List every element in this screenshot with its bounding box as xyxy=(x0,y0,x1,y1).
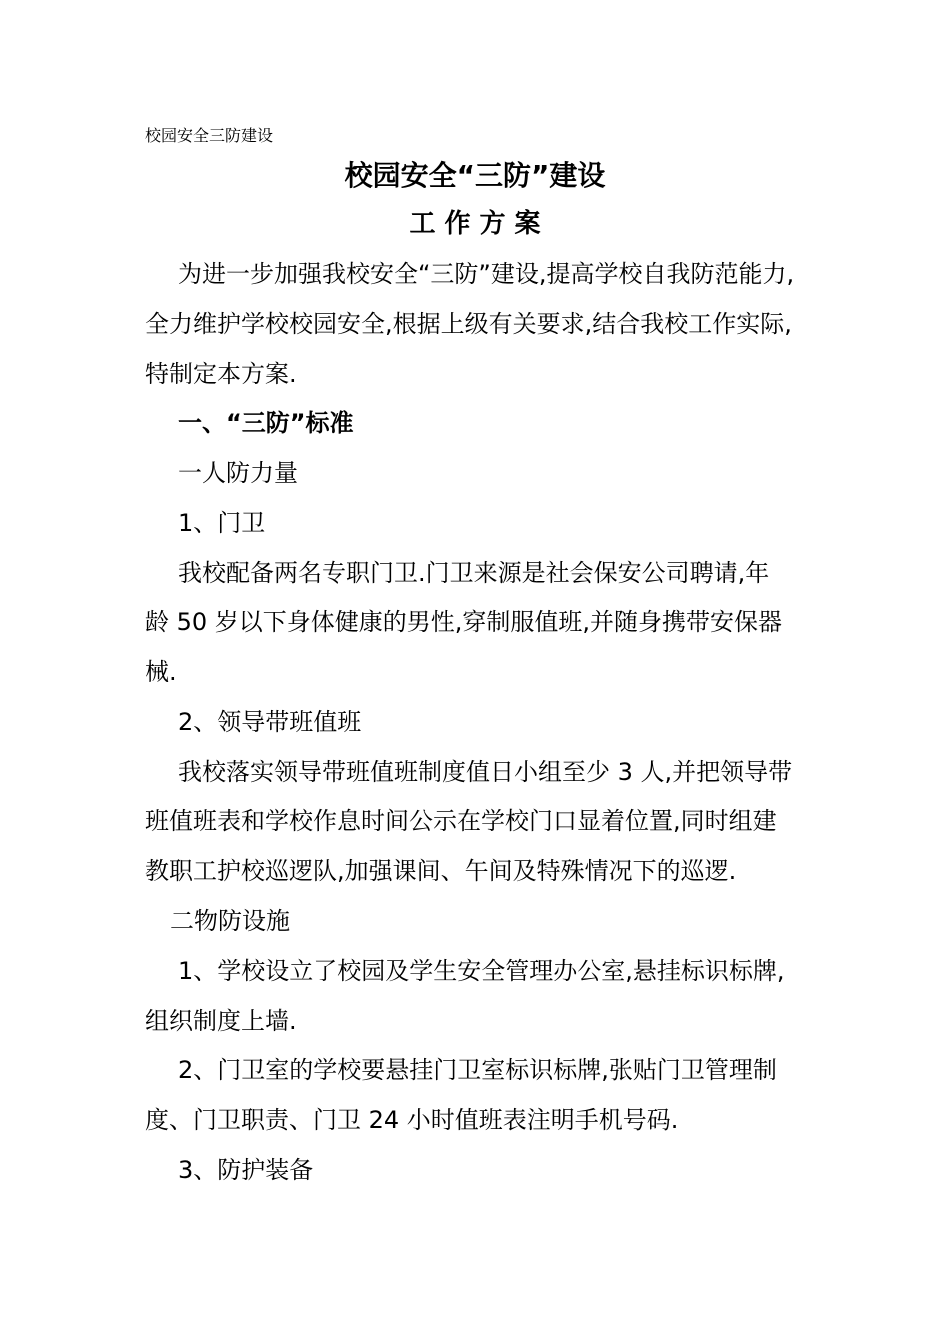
item-1-text-line-2: 龄 50 岁以下身体健康的男性,穿制服值班,并随身携带安保器 xyxy=(145,608,783,636)
item-2-text-line-1: 我校落实领导带班值班制度值日小组至少 3 人,并把领导带 xyxy=(178,758,793,786)
item-1-heading: 1、门卫 xyxy=(178,509,266,537)
running-header: 校园安全三防建设 xyxy=(145,126,274,145)
subsection-2-item-1-line-1: 1、学校设立了校园及学生安全管理办公室,悬挂标识标牌, xyxy=(178,957,785,985)
subsection-2-item-2-line-1: 2、门卫室的学校要悬挂门卫室标识标牌,张贴门卫管理制 xyxy=(178,1056,777,1084)
intro-line-1: 为进一步加强我校安全“三防”建设,提高学校自我防范能力, xyxy=(178,260,795,288)
document-title: 校园安全“三防”建设 xyxy=(344,159,606,192)
intro-line-3: 特制定本方案. xyxy=(145,360,297,388)
item-1-text-line-1: 我校配备两名专职门卫.门卫来源是社会保安公司聘请,年 xyxy=(178,559,770,587)
item-1-text-line-3: 械. xyxy=(145,658,177,686)
subsection-2-heading: 二物防设施 xyxy=(170,907,290,935)
item-2-text-line-2: 班值班表和学校作息时间公示在学校门口显着位置,同时组建 xyxy=(145,807,777,835)
subsection-2-item-2-line-2: 度、门卫职责、门卫 24 小时值班表注明手机号码. xyxy=(145,1106,679,1134)
item-2-heading: 2、领导带班值班 xyxy=(178,708,362,736)
subsection-1-heading: 一人防力量 xyxy=(178,459,298,487)
intro-line-2: 全力维护学校校园安全,根据上级有关要求,结合我校工作实际, xyxy=(145,310,792,338)
subsection-2-item-3-heading: 3、防护装备 xyxy=(178,1156,314,1184)
document-subtitle: 工作方案 xyxy=(409,209,550,239)
item-2-text-line-3: 教职工护校巡逻队,加强课间、午间及特殊情况下的巡逻. xyxy=(145,857,737,885)
subsection-2-item-1-line-2: 组织制度上墙. xyxy=(145,1007,297,1035)
section-1-heading: 一、“三防”标准 xyxy=(178,409,354,437)
